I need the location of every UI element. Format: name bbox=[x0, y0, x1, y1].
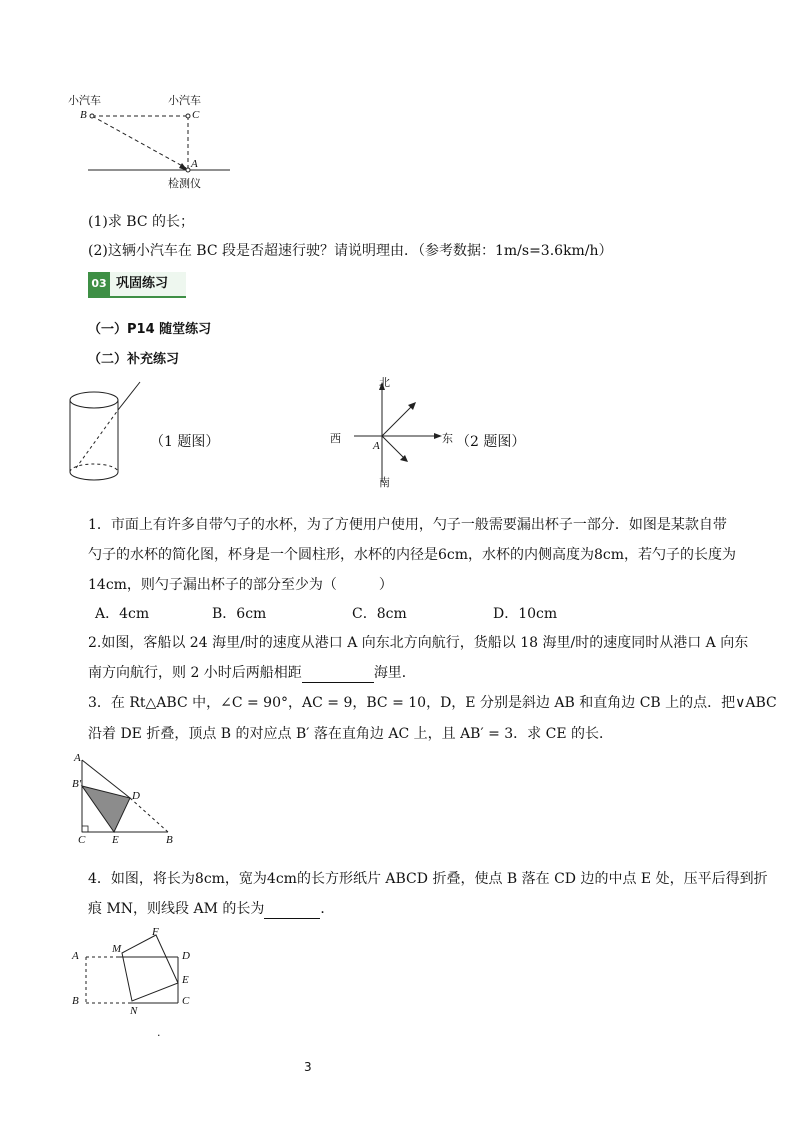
section-title: 巩固练习 bbox=[116, 276, 169, 291]
southeast-arrowhead bbox=[400, 455, 408, 462]
section-number: 03 bbox=[88, 272, 110, 296]
q2-line1: 2.如图，客船以 24 海里/时的速度从港口 A 向东北方向航行，货船以 18 海里/时的速度同时从港口 A 向东 bbox=[88, 635, 749, 651]
fig3-label-c: C bbox=[78, 834, 86, 846]
q1-option-a: A．4cm bbox=[95, 606, 150, 622]
q2-line2-end: 海里． bbox=[373, 665, 416, 681]
fig1-caption: （1 题图） bbox=[150, 434, 220, 450]
fold-db-dashed bbox=[130, 798, 168, 832]
fig3-label-e: E bbox=[112, 834, 119, 846]
fig3-label-a: A bbox=[74, 752, 81, 764]
stray-dot: . bbox=[157, 1026, 161, 1039]
q4-line2-text: 痕 MN，则线段 AM 的长为 bbox=[88, 901, 265, 917]
point-a-marker bbox=[186, 168, 190, 172]
folded-quadrilateral bbox=[122, 935, 178, 1001]
fig3-label-b-prime: B′ bbox=[72, 778, 82, 790]
fig3-label-d: D bbox=[132, 790, 140, 802]
spoon-inside bbox=[76, 410, 118, 468]
subsection-2: （二）补充练习 bbox=[88, 352, 180, 367]
q1-option-c: C．8cm bbox=[352, 606, 407, 622]
q4-line2 bbox=[88, 899, 334, 919]
compass-point-a-label: A bbox=[373, 440, 380, 452]
q1-option-d: D．10cm bbox=[493, 606, 558, 622]
q2-answer-blank bbox=[302, 666, 374, 683]
section-underline bbox=[88, 296, 186, 298]
car-left-label: 小汽车 bbox=[68, 94, 101, 107]
east-arrowhead bbox=[434, 433, 442, 439]
fig4-label-d: D bbox=[182, 950, 190, 962]
west-label: 西 bbox=[330, 432, 341, 445]
q1-line2: 勺子的水杯的简化图，杯身是一个圆柱形，水杯的内径是6cm，水杯的内侧高度为8cm，若勺子的长度为 bbox=[88, 547, 737, 563]
cylinder-figure bbox=[66, 380, 146, 490]
cup-bottom-front bbox=[70, 472, 118, 480]
fig4-label-f: F bbox=[152, 926, 159, 938]
q4-answer-blank bbox=[264, 902, 320, 919]
q3-line2: 沿着 DE 折叠，顶点 B 的对应点 B′ 落在直角边 AC 上，且 AB′ = 3．求 CE 的长． bbox=[88, 726, 614, 742]
fig4-label-c: C bbox=[182, 995, 190, 1007]
q4-line2-end: ． bbox=[320, 901, 335, 917]
detector-label: 检测仪 bbox=[168, 177, 201, 190]
spoon-outside bbox=[118, 382, 140, 410]
fig4-label-a: A bbox=[72, 950, 79, 962]
ba-segment bbox=[92, 116, 186, 168]
northeast-ray bbox=[382, 404, 414, 436]
point-b-label: B bbox=[80, 109, 87, 121]
q1-line3: 14cm，则勺子漏出杯子的部分至少为（ ） bbox=[88, 577, 393, 593]
section-header bbox=[88, 272, 186, 296]
north-label: 北 bbox=[379, 376, 390, 389]
point-c-marker bbox=[186, 114, 190, 118]
southeast-ray bbox=[382, 436, 406, 460]
page-number: 3 bbox=[304, 1060, 312, 1074]
fig4-label-b: B bbox=[72, 995, 79, 1007]
cup-bottom-back bbox=[70, 464, 118, 472]
fig4-label-e: E bbox=[182, 974, 189, 986]
point-c-label: C bbox=[192, 109, 200, 121]
fig4-label-m: M bbox=[112, 943, 122, 955]
fig4-label-n: N bbox=[130, 1005, 138, 1017]
south-label: 南 bbox=[379, 476, 390, 489]
q1-option-b: B．6cm bbox=[212, 606, 267, 622]
point-a-label: A bbox=[191, 158, 198, 170]
compass-figure bbox=[340, 378, 450, 488]
right-angle-mark bbox=[82, 826, 88, 832]
speed-question-part2: (2)这辆小汽车在 BC 段是否超速行驶？请说明理由．（参考数据：1m/s=3.6km/h） bbox=[88, 243, 613, 259]
speed-question-part1: (1)求 BC 的长； bbox=[88, 214, 194, 230]
fig2-caption: （2 题图） bbox=[456, 434, 526, 450]
subsection-1: （一）P14 随堂练习 bbox=[88, 322, 212, 337]
q2-line2-text: 南方向航行，则 2 小时后两船相距 bbox=[88, 665, 302, 681]
fig3-label-b: B bbox=[166, 834, 173, 846]
q4-line1: 4．如图，将长为8cm，宽为4cm的长方形纸片 ABCD 折叠，使点 B 落在 CD 边的中点 E 处，压平后得到折 bbox=[88, 871, 768, 887]
cup-top-ellipse bbox=[70, 392, 118, 408]
q2-line2 bbox=[88, 663, 416, 683]
east-label: 东 bbox=[442, 432, 453, 445]
point-b-marker bbox=[90, 114, 94, 118]
q3-line1: 3．在 Rt△ABC 中，∠C = 90°，AC = 9，BC = 10，D，E 分别是斜边 AB 和直角边 CB 上的点．把∨ABC bbox=[88, 695, 777, 711]
q1-line1: 1．市面上有许多自带勺子的水杯，为了方便用户使用，勺子一般需要漏出杯子一部分．如图是某款自带 bbox=[88, 517, 727, 533]
car-right-label: 小汽车 bbox=[168, 94, 201, 107]
